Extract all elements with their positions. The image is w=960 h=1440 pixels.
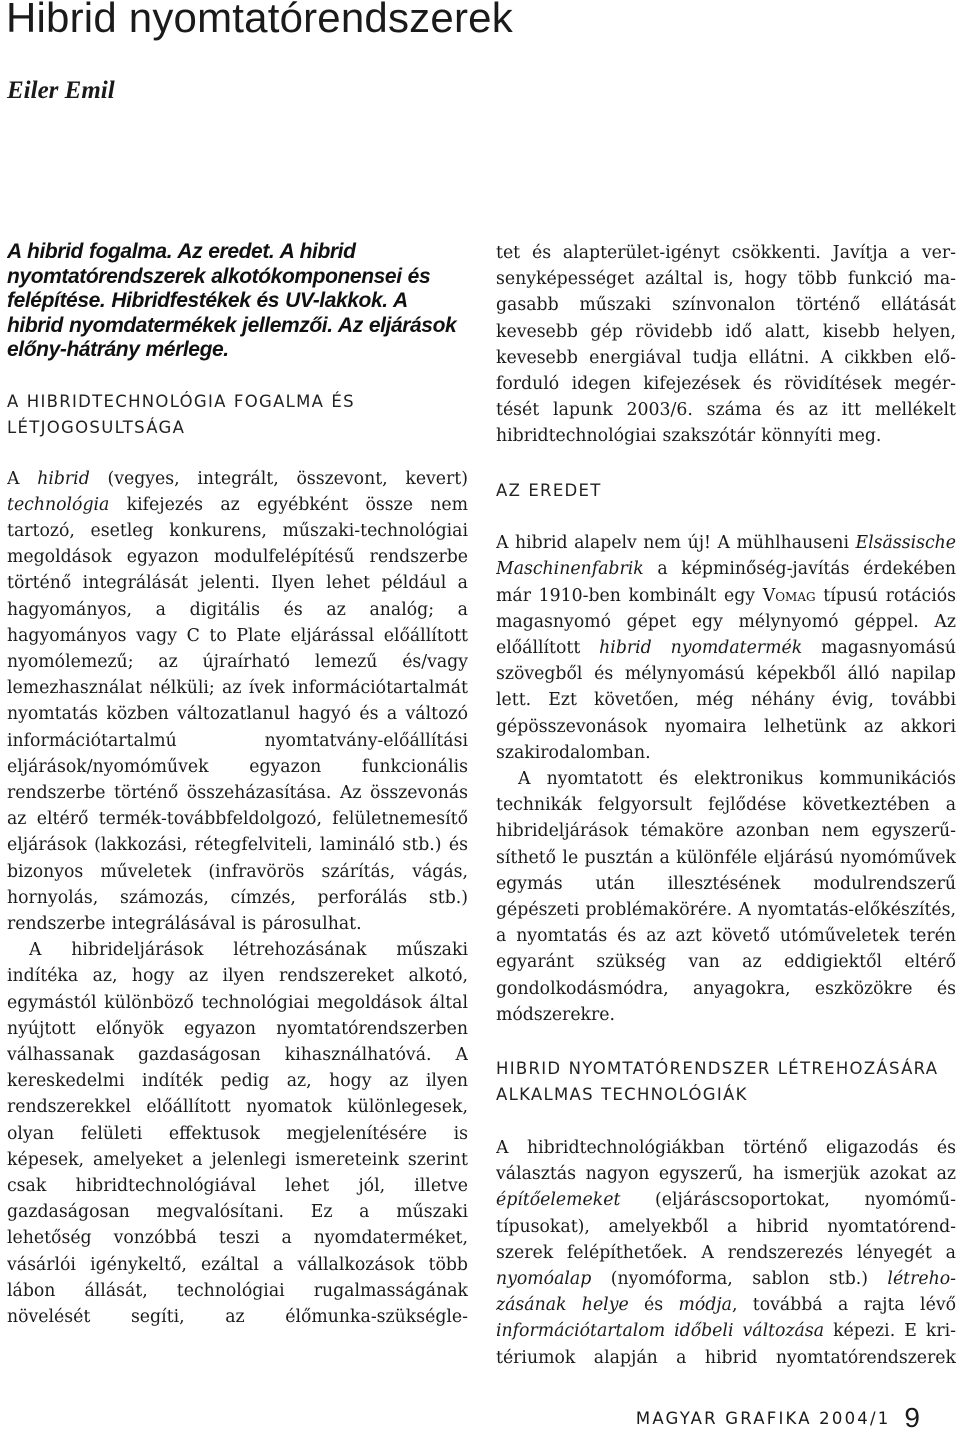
article-title: Hibrid nyomtatórendszerek <box>6 0 513 41</box>
body-paragraph-origin: A hibrid alapelv nem új! A mühlhauseni Elsässische Maschinenfabrik a képminőség-javítás érdekében már 1910-ben kombinált egy Vomag típusú rotációs magasnyomó gépet egy mélynyomó géppel. Az előállított hibrid nyomdatermék magasnyomású szövegből és mélynyomású képekből álló napilap lett. Ezt követően, még néhány évig, további gépösszevonások nyomaira lelhetünk az akkori szakirodalomban. <box>496 533 956 763</box>
italic-run: módja <box>678 1295 732 1316</box>
section-heading-technologies: HIBRID NYOMTATÓRENDSZER LÉTREHOZÁSÁRA ALKALMAS TECHNOLÓGIÁK <box>496 1058 939 1105</box>
body-paragraph-continued: tet és alapterület-igényt csökkenti. Javítja a versenyképességet azáltal is, hogy több funkció magasabb műszaki színvonalon történő ellátását kevesebb gép rövidebb idő alatt, kisebb helyen, kevesebb energiával tudja ellátni. A cikkben előforduló idegen kifejezések és rövidítések megértését lapunk 2003/6. száma és az itt mellékelt hibridtechnológiai szakszótár könnyíti meg. <box>496 243 956 447</box>
right-column <box>496 240 956 1385</box>
italic-run: építőelemeket <box>496 1190 621 1211</box>
italic-run: létrehozásának helye <box>496 1269 956 1316</box>
journal-name: MAGYAR GRAFIKA 2004/1 <box>635 1408 891 1428</box>
page-number: 9 <box>904 1402 920 1433</box>
section-heading-origin: AZ EREDET <box>496 480 602 500</box>
body-paragraph-motivation: A hibrideljárások létrehozásának műszaki indítéka az, hogy az ilyen rendszereket alkotó, egymástól különböző technológiai megoldások által nyújtott előnyök egyazon nyomtatórendszerben válhassanak gazdaságosan kihasználhatóvá. A kereskedelmi indíték pedig az, hogy az ilyen rendszerekkel előállított nyomatok különlegesek, olyan felületi effektusok megjelenítésére is képesek, amelyeket a jelenlegi ismereteink szerint csak hibridtechnológiával lehet jól, illetve gazdaságosan megvalósítani. Ez a műszaki lehetőség vonzóbbá teszi a nyomdaterméket, vásárlói igénykeltő, ezáltal a vállalkozások több lábon állását, technológiai rugalmasságának növelését segíti, az élőmunka-szükségle- <box>7 940 468 1327</box>
section-heading-concept: A HIBRIDTECHNOLÓGIA FOGALMA ÉS LÉTJOGOSULTSÁGA <box>7 391 355 437</box>
left-column <box>7 240 468 1385</box>
author-name: Eiler Emil <box>7 77 115 104</box>
italic-run: Elsässische Maschinenfabrik <box>496 533 956 580</box>
lead-paragraph: A hibrid fogalma. Az eredet. A hibrid nyomtatórendszerek alkotókomponensei és felépítése. Hibridfestékek és UV-lakkok. A hibrid nyomdatermékek jellemzői. Az eljárások előny-hátrány mérlege. <box>7 240 457 361</box>
body-paragraph-definition: A hibrid (vegyes, integrált, összevont, kevert) technológia kifejezés az egyébként össze nem tartozó, esetleg konkurens, műszaki-technológiai megoldások egyazon modulfelépítésű rendszerbe történő integrálását jelenti. Ilyen lehet például a hagyományos, a digitális és az analóg; a hagyományos vagy C to Plate eljárással előállított nyomólemezű; az újraírható lemezű és/vagy lemezhasználat nélküli; az ívek információtartalmát nyomtatás közben változatlanul hagyó és a változó információtartalmú nyomtatvány-előállítási eljárások/nyomóművek egyazon funkcionális rendszerbe történő összeházasítása. Az összevonás az eltérő termék-továbbfeldolgozó, felületnemesítő eljárások (lakkozási, rétegfelviteli, lamináló stb.) és bizonyos műveletek (infravörös szárítás, vágás, hornyolás, számozás, címzés, perforálás stb.) rendszerbe integrálásával is párosulhat. <box>7 468 468 934</box>
italic-run: hibrid nyomdatermék <box>599 637 803 658</box>
italic-run: nyomóalap <box>496 1269 592 1289</box>
italic-run: hibrid <box>37 468 90 489</box>
italic-run: információtartalom időbeli változása <box>496 1321 825 1342</box>
page-footer <box>636 1396 920 1440</box>
italic-run: technológia <box>7 494 110 515</box>
smallcaps-run: Vomag <box>762 585 816 606</box>
body-paragraph-development: A nyomtatott és elektronikus kommunikációs technikák felgyorsult fejlődése következtében a hibrideljárások témaköre azonban nem egyszerűsíthető le pusztán a különféle eljárású nyomóművek egymás után illesztésének modulrendszerű gépészeti problémakörére. A nyomtatás-előkészítés, a nyomtatás és az azt követő utóműveletek terén egyaránt szükség van az eddigiektől eltérő gondolkodásmódra, anyagokra, eszközökre és módszerekre. <box>496 768 956 1025</box>
body-paragraph-technologies: A hibridtechnológiákban történő eligazodás és választás nagyon egyszerű, ha ismerjük azokat az építőelemeket (eljáráscsoportokat, nyomóműtípusokat), amelyekből a hibrid nyomtatórendszerek felépíthetőek. A rendszerezés lényegét a nyomóalap (nyomóforma, sablon stb.) létrehozásának helye és módja, továbbá a rajta lévő információtartalom időbeli változása képezi. E kritériumok alapján a hibrid nyomtatórendszerek <box>496 1137 956 1368</box>
